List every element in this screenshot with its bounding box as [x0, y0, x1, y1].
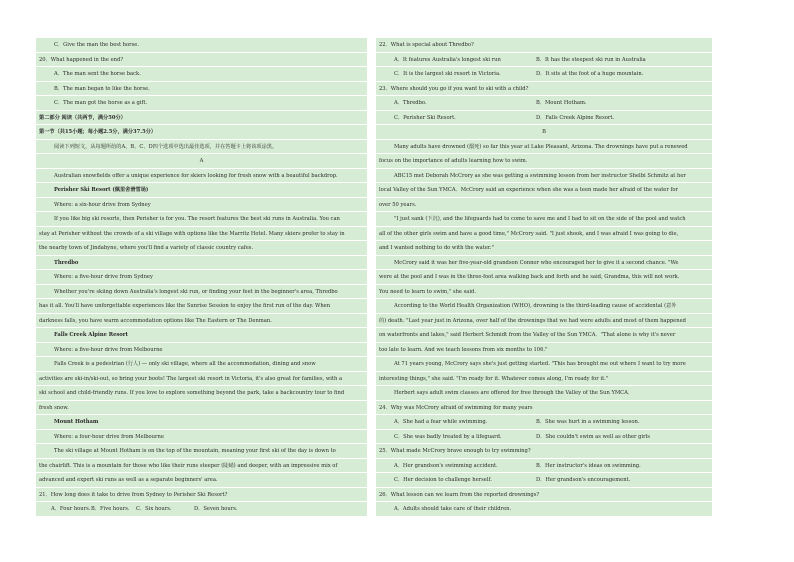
left-text-line: darkness falls, you have warm accommodation options like The Eastern or The Denman.	[36, 314, 367, 329]
left-text-line: Where: a four-hour drive from Melbourne	[36, 430, 367, 445]
left-text-line: Where: a five-hour drive from Melbourne	[36, 343, 367, 358]
left-text-line: 第一节（共15小题；每小题2.5分，满分37.5分）	[36, 125, 367, 140]
right-text-line: C．She was badly treated by a lifeguard. D．She couldn't swim as well as other girls	[376, 430, 712, 445]
option-C: C．Six hours.	[136, 506, 172, 512]
right-text-line: and I wanted nothing to do with the water."	[376, 241, 712, 256]
right-text-line: C．Perisher Ski Resort. D．Falls Creek Alpine Resort.	[376, 111, 712, 126]
option-A: A．Four hours.	[51, 506, 91, 512]
left-text-line: has it all. You'll have unforgettable experiences like the Sunrise Session to enjoy the first run of the day. When	[36, 299, 367, 314]
right-text-line: 23．Where should you go if you want to ski with a child?	[376, 82, 712, 97]
left-text-line: advanced and expert ski runs as well as a separate beginners' area.	[36, 473, 367, 488]
right-text-line: 26．What lesson can we learn from the reported drownings?	[376, 488, 712, 503]
left-column	[36, 38, 367, 517]
right-text-line: "I just sank (下沉), and the lifeguards had to come to save me and I had to sit on the side of the pool and watch	[376, 212, 712, 227]
left-text-line: 阅读下列短文，从每题所给的A、B、C、D四个选项中选出最佳选项，并在答题卡上将该项涂黑。	[36, 140, 367, 155]
left-text-line: stay at Perisher without the crowds of a ski village with options like the Marritz Hotel. Many skiers prefer to stay in	[36, 227, 367, 242]
right-text-line: A．She had a fear while swimming. B．She was hurt in a swimming lesson.	[376, 415, 712, 430]
right-text-line: A．Adults should take care of their children.	[376, 502, 712, 517]
left-text-line: Australian snowfields offer a unique experience for skiers looking for fresh snow with a beautiful backdrop.	[36, 169, 367, 184]
left-text-line: Mount Hotham	[36, 415, 367, 430]
left-text-line: Falls Creek Alpine Resort	[36, 328, 367, 343]
right-text-line: all of the other girls swim and have a good time," McCrory said. "I just shook, and I was afraid I was going to die,	[376, 227, 712, 242]
right-text-line: 24．Why was McCrory afraid of swimming for many years	[376, 401, 712, 416]
right-column	[376, 38, 712, 517]
left-text-line: ski school and child-friendly runs. If you love to explore something beyond the park, take a backcountry tour to find	[36, 386, 367, 401]
right-text-line: were at the pool and I was in the three-foot area walking back and forth and he said, Grandma, this will not work.	[376, 270, 712, 285]
left-text-line: 20．What happened in the end?	[36, 53, 367, 68]
left-text-line: the chairlift. This is a mountain for those who like their runs steeper (陡峭) and deeper, with an impressive mix of	[36, 459, 367, 474]
left-text-line: A	[36, 154, 367, 169]
left-text-line: B．The man began to like the horse.	[36, 82, 367, 97]
left-text-line: Where: a five-hour drive from Sydney	[36, 270, 367, 285]
right-text-line: You need to learn to swim," she said.	[376, 285, 712, 300]
right-text-line: According to the World Health Organization (WHO), drowning is the third-leading cause of accidental (意外	[376, 299, 712, 314]
left-text-line: A．The man sent the horse back.	[36, 67, 367, 82]
right-text-line: 的) death. "Last year just in Arizona, over half of the drownings that we had were adults and most of them happened	[376, 314, 712, 329]
right-text-line: Herbert says adult swim classes are offered for free through the Valley of the Sun YMCA．	[376, 386, 712, 401]
left-text-line: 第二部分 阅读（共两节，满分50分）	[36, 111, 367, 126]
option-B: B．Five hours.	[91, 506, 130, 512]
right-text-line: focus on the importance of adults learning how to swim.	[376, 154, 712, 169]
right-text-line: At 71 years young, McCrory says she's just getting started. "This has brought me out where I want to try more	[376, 357, 712, 372]
left-text-line: 21．How long does it take to drive from Sydney to Perisher Ski Resort?	[36, 488, 367, 503]
right-text-line: on waterfronts and lakes," said Herbert Schmidt from the Valley of the Sun YMCA．"That alone is why it's never	[376, 328, 712, 343]
right-text-line: A．Thredbo. B．Mount Hotham.	[376, 96, 712, 111]
right-text-line: C．It is the largest ski resort in Victoria. D．It sits at the foot of a huge mountain.	[376, 67, 712, 82]
option-D: D．Seven hours.	[194, 506, 238, 512]
right-text-line: local Valley of the Sun YMCA．McCrory said an experience when she was a teen made her afraid of the water for	[376, 183, 712, 198]
right-text-line: ABC15 met Deborah McCrory as she was getting a swimming lesson from her instructor Shelbi Schmitz at her	[376, 169, 712, 184]
left-text-line: The ski village at Mount Hotham is on the top of the mountain, meaning your first ski of the day is down to	[36, 444, 367, 459]
left-text-line: the nearby town of Jindabyne, where you'll find a variety of classic country cafes.	[36, 241, 367, 256]
right-text-line: McCrory said it was her five-year-old grandson Connor who encouraged her to give it a second chance. "We	[376, 256, 712, 271]
left-text-line: Whether you're skiing down Australia's longest ski run, or finding your feet in the beginner's area, Thredbo	[36, 285, 367, 300]
right-text-line: interesting things," she said. "I'm ready for it. Whatever comes along, I'm ready for it."	[376, 372, 712, 387]
left-text-line: Thredbo	[36, 256, 367, 271]
right-text-line: Many adults have drowned (溺死) so far this year at Lake Pleasant, Arizona. The drownings have put a renewed	[376, 140, 712, 155]
right-text-line: A．Her grandson's swimming accident. B．Her instructor's ideas on swimming.	[376, 459, 712, 474]
left-text-line: Falls Creek is a pedestrian (行人) — only ski village, where all the accommodation, dining and snow	[36, 357, 367, 372]
left-text-line: If you like big ski resorts, then Perisher is for you. The resort features the best ski runs in Australia. You can	[36, 212, 367, 227]
q21-options	[36, 502, 367, 517]
right-text-line: A．It features Australia's longest ski run B．It has the steepest ski run in Australia	[376, 53, 712, 68]
left-text-line: Perisher Ski Resort (佩里舍滑雪场)	[36, 183, 367, 198]
right-text-line: B	[376, 125, 712, 140]
right-text-line: 25．What made McCrory brave enough to try swimming?	[376, 444, 712, 459]
left-text-line: C．Give the man the best horse.	[36, 38, 367, 53]
left-text-line: Where: a six-hour drive from Sydney	[36, 198, 367, 213]
right-text-line: 22．What is special about Thredbo?	[376, 38, 712, 53]
left-text-line: C．The man got the horse as a gift.	[36, 96, 367, 111]
left-text-line: activities are ski-in/ski-out, so bring your boots! The largest ski resort in Victoria, it's also great for families, with a	[36, 372, 367, 387]
right-text-line: too late to learn. And we teach lessons from six months to 106."	[376, 343, 712, 358]
right-text-line: C．Her decision to challenge herself. D．Her grandson's encouragement.	[376, 473, 712, 488]
right-text-line: over 50 years.	[376, 198, 712, 213]
left-text-line: fresh snow.	[36, 401, 367, 416]
